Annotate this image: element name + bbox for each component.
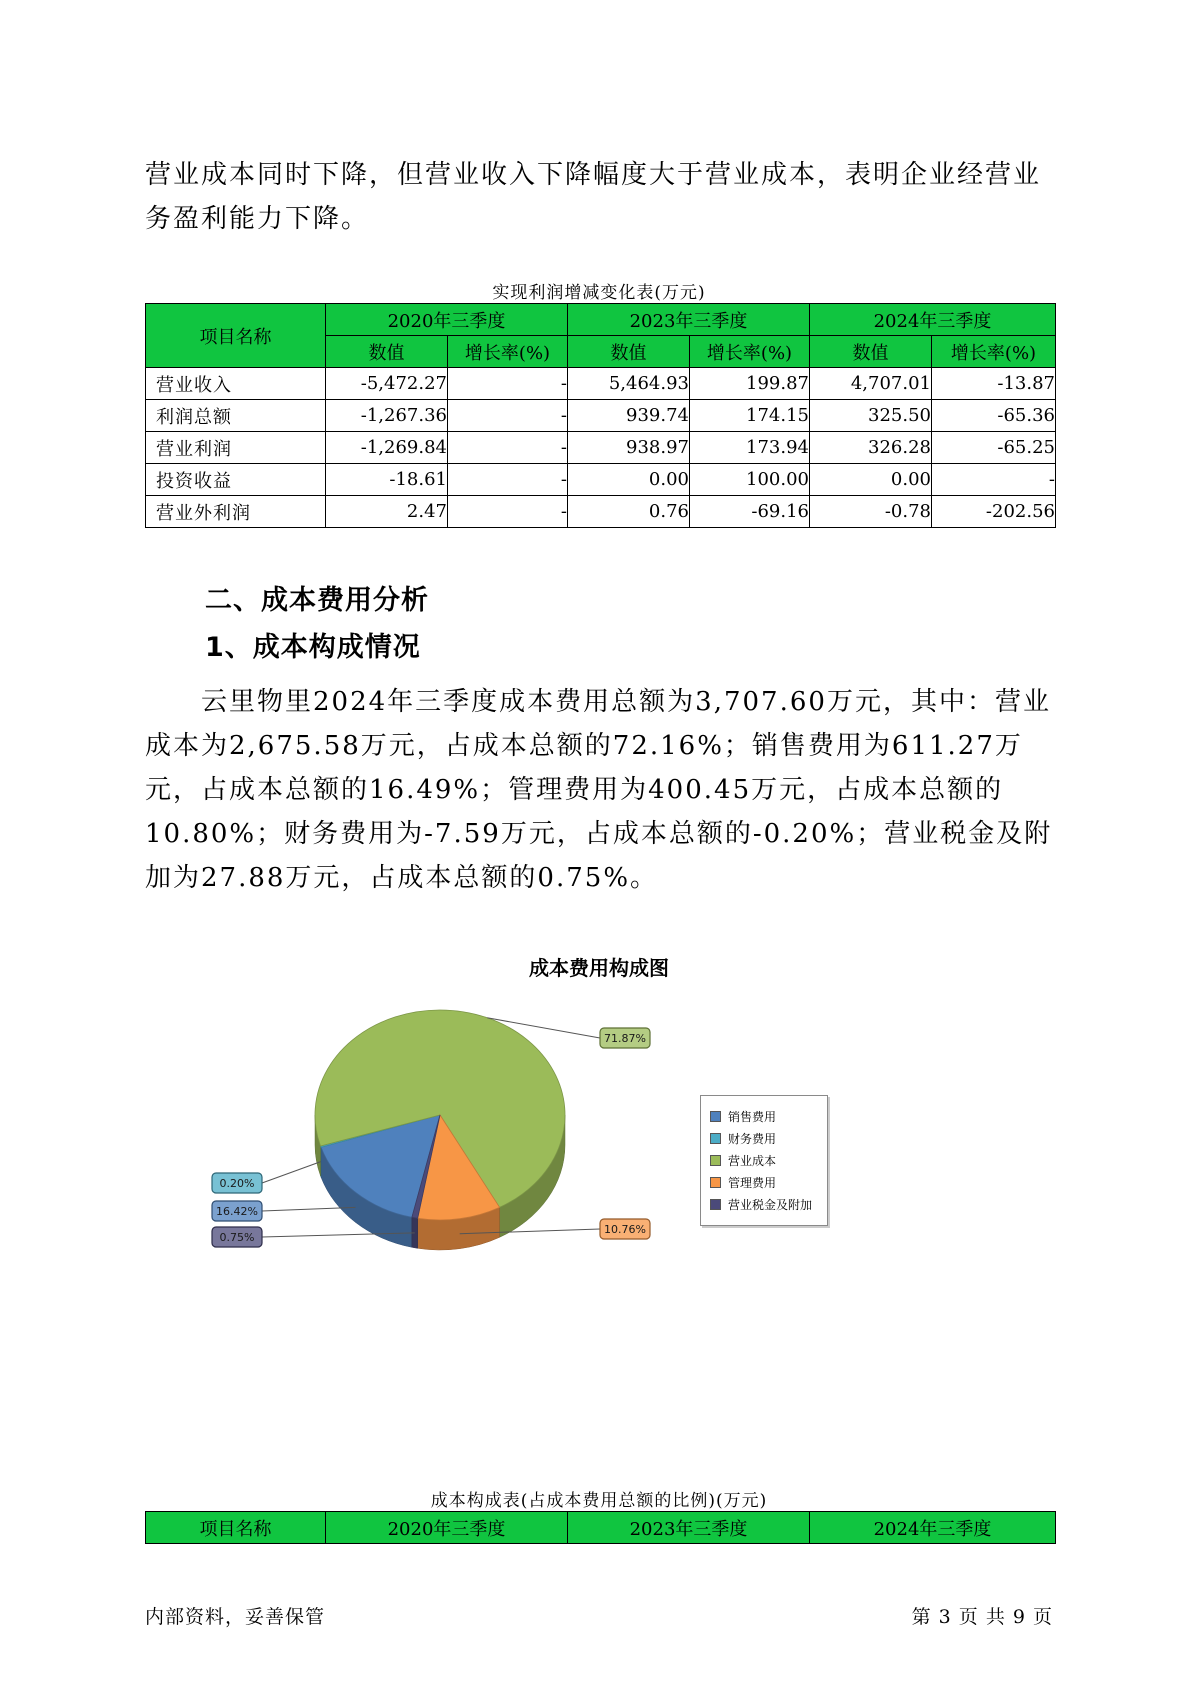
cell: - bbox=[448, 400, 568, 432]
legend-swatch bbox=[710, 1177, 721, 1188]
cell: 5,464.93 bbox=[568, 368, 690, 400]
cell: - bbox=[448, 432, 568, 464]
cost-table-caption: 成本构成表(占成本费用总额的比例)(万元) bbox=[430, 1491, 768, 1511]
period-header: 2020年三季度 bbox=[326, 304, 568, 336]
row-name: 营业利润 bbox=[146, 432, 326, 464]
subsection-heading: 1、成本构成情况 bbox=[205, 632, 421, 663]
data-label: 0.75% bbox=[219, 1231, 255, 1244]
legend-label: 管理费用 bbox=[728, 1175, 777, 1190]
cell: -65.36 bbox=[932, 400, 1056, 432]
cost-paragraph: 云里物里2024年三季度成本费用总额为3,707.60万元，其中：营业成本为2,675.58万元，占成本总额的72.16%；销售费用为611.27万元，占成本总额的16.49%；管理费用为400.45万元，占成本总额的10.80%；财务费用为-7.59万元，占成本总额的-0.20%；营业税金及附加为27.88万元，占成本总额的0.75%。 bbox=[145, 687, 1053, 893]
growth-header: 增长率(%) bbox=[448, 336, 568, 368]
cell: -1,269.84 bbox=[326, 432, 448, 464]
period-header: 2020年三季度 bbox=[326, 1512, 568, 1544]
cell: 0.76 bbox=[568, 496, 690, 528]
data-label: 16.42% bbox=[216, 1205, 258, 1218]
cell: 173.94 bbox=[690, 432, 810, 464]
legend-item bbox=[710, 1108, 776, 1124]
cell: - bbox=[448, 496, 568, 528]
cell: 4,707.01 bbox=[810, 368, 932, 400]
data-label: 10.76% bbox=[604, 1223, 646, 1236]
period-header: 2023年三季度 bbox=[568, 304, 810, 336]
period-header: 2024年三季度 bbox=[810, 1512, 1056, 1544]
item-name-header: 项目名称 bbox=[146, 304, 326, 368]
period-header: 2023年三季度 bbox=[568, 1512, 810, 1544]
cell: - bbox=[932, 464, 1056, 496]
row-name: 投资收益 bbox=[146, 464, 326, 496]
legend-swatch bbox=[710, 1199, 721, 1210]
cell: 199.87 bbox=[690, 368, 810, 400]
item-name-header: 项目名称 bbox=[146, 1512, 326, 1544]
cell: 100.00 bbox=[690, 464, 810, 496]
period-header: 2024年三季度 bbox=[810, 304, 1056, 336]
cell: 326.28 bbox=[810, 432, 932, 464]
cell: 174.15 bbox=[690, 400, 810, 432]
label-leader-line bbox=[262, 1162, 321, 1183]
row-name: 营业外利润 bbox=[146, 496, 326, 528]
legend-item bbox=[710, 1196, 812, 1212]
row-name: 利润总额 bbox=[146, 400, 326, 432]
cost-table bbox=[145, 1511, 1056, 1544]
cell: 325.50 bbox=[810, 400, 932, 432]
data-label: 0.20% bbox=[219, 1177, 255, 1190]
legend-label: 销售费用 bbox=[728, 1109, 777, 1124]
cell: -18.61 bbox=[326, 464, 448, 496]
profit-table-caption: 实现利润增减变化表(万元) bbox=[492, 283, 706, 303]
legend-label: 营业成本 bbox=[728, 1153, 777, 1168]
chart-legend bbox=[700, 1095, 828, 1226]
row-name: 营业收入 bbox=[146, 368, 326, 400]
cell: 2.47 bbox=[326, 496, 448, 528]
legend-swatch bbox=[710, 1111, 721, 1122]
cell: -13.87 bbox=[932, 368, 1056, 400]
legend-item bbox=[710, 1130, 776, 1146]
cell: -202.56 bbox=[932, 496, 1056, 528]
data-label: 71.87% bbox=[604, 1032, 646, 1045]
legend-swatch bbox=[710, 1133, 721, 1144]
legend-label: 财务费用 bbox=[728, 1131, 777, 1146]
cell: - bbox=[448, 464, 568, 496]
cell: -65.25 bbox=[932, 432, 1056, 464]
cell: 0.00 bbox=[810, 464, 932, 496]
legend-swatch bbox=[710, 1155, 721, 1166]
intro-paragraph: 营业成本同时下降，但营业收入下降幅度大于营业成本，表明企业经营业务盈利能力下降。 bbox=[145, 160, 1042, 234]
cell: 939.74 bbox=[568, 400, 690, 432]
section-heading: 二、成本费用分析 bbox=[205, 585, 429, 616]
page-number: 第 3 页 共 9 页 bbox=[911, 1606, 1053, 1628]
footer-note: 内部资料，妥善保管 bbox=[145, 1606, 326, 1628]
cell: - bbox=[448, 368, 568, 400]
chart-title: 成本费用构成图 bbox=[529, 956, 669, 980]
legend-item bbox=[710, 1152, 776, 1168]
legend-label: 营业税金及附加 bbox=[728, 1197, 813, 1212]
value-header: 数值 bbox=[810, 336, 932, 368]
value-header: 数值 bbox=[326, 336, 448, 368]
cell: -0.78 bbox=[810, 496, 932, 528]
growth-header: 增长率(%) bbox=[690, 336, 810, 368]
growth-header: 增长率(%) bbox=[932, 336, 1056, 368]
cell: 0.00 bbox=[568, 464, 690, 496]
cell: -1,267.36 bbox=[326, 400, 448, 432]
legend-item bbox=[710, 1174, 776, 1190]
value-header: 数值 bbox=[568, 336, 690, 368]
cell: -69.16 bbox=[690, 496, 810, 528]
cell: 938.97 bbox=[568, 432, 690, 464]
cell: -5,472.27 bbox=[326, 368, 448, 400]
